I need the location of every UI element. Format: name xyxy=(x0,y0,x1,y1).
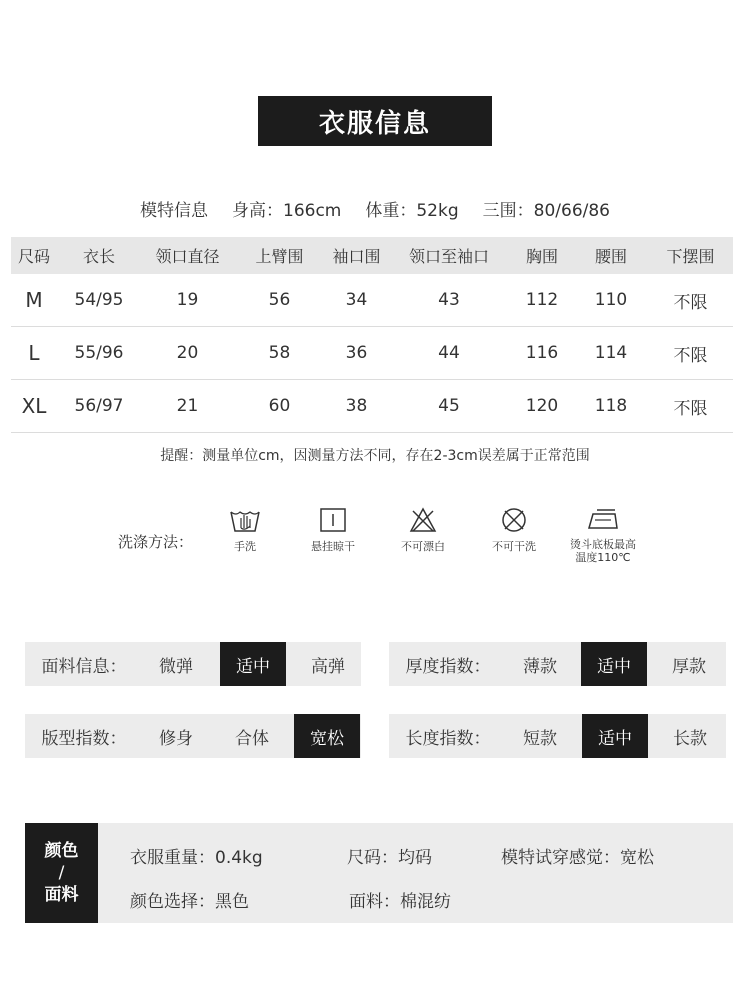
iron-icon xyxy=(585,506,621,532)
wash-item-label xyxy=(558,538,648,564)
table-row xyxy=(11,380,733,433)
no-dry-clean-icon xyxy=(497,506,531,534)
thickness-option: 薄款 xyxy=(523,656,557,677)
table-cell: XL xyxy=(11,380,57,433)
table-cell: 21 xyxy=(141,380,234,433)
iron-label-line2: 温度110℃ xyxy=(575,551,631,564)
length-option-selected: 适中 xyxy=(582,714,648,758)
wash-item-label: 悬挂晾干 xyxy=(311,540,355,553)
table-row xyxy=(11,327,733,380)
hang-dry-icon xyxy=(316,506,350,534)
hand-wash-icon xyxy=(228,506,262,534)
no-bleach-icon xyxy=(406,506,440,534)
table-cell: 54/95 xyxy=(57,274,141,327)
wash-item-hang-dry xyxy=(288,506,378,553)
table-cell: 58 xyxy=(234,327,325,380)
length-option: 长款 xyxy=(673,728,707,749)
length-index-label: 长度指数： xyxy=(405,728,491,749)
fit-option-selected: 宽松 xyxy=(294,714,360,758)
model-measurements: 三围：80/66/86 xyxy=(482,201,610,221)
color-fabric-tag xyxy=(25,823,98,923)
header-cell: 尺码 xyxy=(11,237,57,274)
model-info xyxy=(0,196,750,221)
table-cell: 110 xyxy=(574,274,648,327)
table-cell: 112 xyxy=(510,274,574,327)
table-cell: L xyxy=(11,327,57,380)
table-cell: 60 xyxy=(234,380,325,433)
model-feel: 模特试穿感觉：宽松 xyxy=(501,848,654,868)
thickness-option-selected: 适中 xyxy=(581,642,647,686)
fit-option: 修身 xyxy=(159,728,193,749)
fabric-option: 高弹 xyxy=(311,656,345,677)
material-info: 面料：棉混纺 xyxy=(349,892,451,912)
fabric-option: 微弹 xyxy=(159,656,193,677)
tag-separator: / xyxy=(58,863,65,883)
wash-item-no-dry-clean xyxy=(469,506,559,553)
table-cell: 36 xyxy=(325,327,388,380)
size-info: 尺码：均码 xyxy=(347,848,432,868)
header-cell: 下摆围 xyxy=(648,237,733,274)
table-cell: 不限 xyxy=(648,327,733,380)
table-cell: 不限 xyxy=(648,380,733,433)
length-index-bar xyxy=(389,714,726,758)
header-cell: 袖口围 xyxy=(325,237,388,274)
table-cell: 20 xyxy=(141,327,234,380)
wash-item-label: 不可漂白 xyxy=(401,540,445,553)
table-cell: 120 xyxy=(510,380,574,433)
fit-index-bar xyxy=(25,714,361,758)
table-cell: 44 xyxy=(388,327,510,380)
header-cell: 腰围 xyxy=(574,237,648,274)
table-cell: 19 xyxy=(141,274,234,327)
table-cell: 56/97 xyxy=(57,380,141,433)
table-cell: 116 xyxy=(510,327,574,380)
fabric-option-selected: 适中 xyxy=(220,642,286,686)
size-table xyxy=(11,237,733,433)
length-option: 短款 xyxy=(523,728,557,749)
header-cell: 领口直径 xyxy=(141,237,234,274)
wash-item-hand-wash xyxy=(200,506,290,553)
header-cell: 胸围 xyxy=(510,237,574,274)
thickness-index-bar xyxy=(389,642,726,686)
section-title: 衣服信息 xyxy=(258,96,492,146)
model-height: 身高：166cm xyxy=(232,201,342,221)
tag-bottom: 面料 xyxy=(44,885,79,905)
table-cell: 56 xyxy=(234,274,325,327)
garment-weight: 衣服重量：0.4kg xyxy=(130,848,263,868)
iron-label-line1: 烫斗底板最高 xyxy=(570,538,636,551)
model-info-label: 模特信息 xyxy=(140,201,208,221)
table-cell: 43 xyxy=(388,274,510,327)
table-cell: 34 xyxy=(325,274,388,327)
table-cell: 114 xyxy=(574,327,648,380)
table-cell: 45 xyxy=(388,380,510,433)
header-cell: 领口至袖口 xyxy=(388,237,510,274)
fit-option: 合体 xyxy=(235,728,269,749)
table-row xyxy=(11,274,733,327)
table-cell: 55/96 xyxy=(57,327,141,380)
wash-item-label: 不可干洗 xyxy=(492,540,536,553)
thickness-option: 厚款 xyxy=(672,656,706,677)
table-cell: M xyxy=(11,274,57,327)
thickness-index-label: 厚度指数： xyxy=(405,656,491,677)
model-weight: 体重：52kg xyxy=(365,201,459,221)
fabric-index-bar xyxy=(25,642,361,686)
header-cell: 上臂围 xyxy=(234,237,325,274)
wash-item-label: 手洗 xyxy=(234,540,256,553)
wash-item-iron xyxy=(558,506,648,564)
table-cell: 不限 xyxy=(648,274,733,327)
fabric-index-label: 面料信息： xyxy=(41,656,127,677)
fit-index-label: 版型指数： xyxy=(41,728,127,749)
wash-item-no-bleach xyxy=(378,506,468,553)
measurement-reminder: 提醒：测量单位cm，因测量方法不同，存在2-3cm误差属于正常范围 xyxy=(160,448,590,464)
color-choice: 颜色选择：黑色 xyxy=(130,892,249,912)
size-table-header xyxy=(11,237,733,274)
table-cell: 38 xyxy=(325,380,388,433)
tag-top: 颜色 xyxy=(44,841,79,861)
washing-label: 洗涤方法： xyxy=(118,533,194,551)
table-cell: 118 xyxy=(574,380,648,433)
header-cell: 衣长 xyxy=(57,237,141,274)
